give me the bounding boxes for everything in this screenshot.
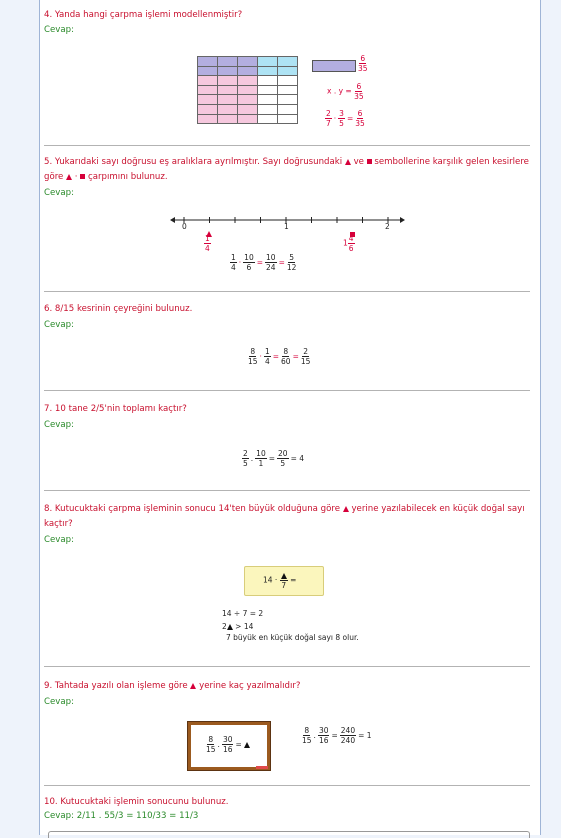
grid-cell	[238, 57, 258, 67]
grid-cell	[218, 114, 238, 124]
question-4: 4. Yanda hangi çarpma işlemi modellenmiştir?	[44, 10, 243, 20]
grid-cell	[198, 104, 218, 114]
divider	[44, 390, 530, 391]
question-6: 6. 8/15 kesrinin çeyreğini bulunuz.	[44, 304, 193, 314]
tick-label-0: 0	[182, 222, 187, 231]
grid-cell	[238, 104, 258, 114]
grid-cell	[198, 66, 218, 76]
answer-label-8: Cevap:	[44, 535, 74, 545]
grid-cell	[258, 85, 278, 95]
answer-label-5: Cevap:	[44, 188, 74, 198]
grid-cell	[278, 104, 298, 114]
q6-calculation: $\frac{8}{15}$ · $\frac{1}{4}$ = $\frac{8}{60}$ = $\frac{2}{15}$	[248, 347, 311, 366]
q5-calculation: $\frac{1}{4}$ · $\frac{10}{6}$ = $\frac{10}{24}$ = $\frac{5}{12}$	[231, 253, 297, 272]
tick-label-2: 2	[385, 222, 390, 231]
grid-cell	[278, 57, 298, 67]
grid-row	[198, 66, 298, 76]
grid-cell	[258, 76, 278, 86]
divider	[44, 490, 530, 491]
product-bar	[312, 60, 356, 72]
triangle-icon	[244, 742, 250, 748]
grid-cell	[218, 66, 238, 76]
grid-cell	[278, 85, 298, 95]
grid-cell	[238, 114, 258, 124]
grid-cell	[198, 95, 218, 105]
divider	[44, 785, 530, 786]
grid-cell	[278, 66, 298, 76]
triangle-icon	[227, 624, 233, 630]
grid-row	[198, 57, 298, 67]
page-content	[39, 0, 541, 835]
grid-cell	[258, 104, 278, 114]
grid-cell	[198, 85, 218, 95]
grid-cell	[278, 114, 298, 124]
triangle-icon	[281, 573, 287, 579]
grid-cell	[218, 76, 238, 86]
grid-row	[198, 85, 298, 95]
grid-cell	[218, 57, 238, 67]
grid-row	[198, 95, 298, 105]
grid-cell	[238, 95, 258, 105]
grid-cell	[238, 85, 258, 95]
triangle-fraction: $\frac{1}{4}$	[205, 234, 210, 253]
answer-label-7: Cevap:	[44, 420, 74, 430]
bar-fraction: $\frac{6}{35}$	[358, 54, 368, 73]
grid-cell	[258, 57, 278, 67]
q8-line-2: 2 > 14	[222, 622, 254, 631]
grid-cell	[198, 76, 218, 86]
grid-cell	[278, 76, 298, 86]
grid-row	[198, 76, 298, 86]
q8-line-3: 7 büyük en küçük doğal sayı 8 olur.	[226, 633, 359, 642]
divider	[44, 145, 530, 146]
grid-cell	[218, 95, 238, 105]
equation-xy: x . y = $\frac{6}{35}$	[327, 82, 364, 101]
grid-row	[198, 104, 298, 114]
chalk-ledge	[256, 766, 268, 769]
question-7: 7. 10 tane 2/5'nin toplamı kaçtır?	[44, 404, 187, 414]
answer-label-6: Cevap:	[44, 320, 74, 330]
board-expression: $\frac{8}{15}$ . $\frac{30}{16}$ =	[206, 735, 250, 754]
grid-cell	[258, 66, 278, 76]
question-10: 10. Kutucuktaki işlemin sonucunu bulunuz.	[44, 797, 229, 807]
grid-cell	[238, 76, 258, 86]
grid-cell	[258, 114, 278, 124]
grid-cell	[198, 114, 218, 124]
grid-cell	[198, 57, 218, 67]
tick-label-1: 1	[284, 222, 289, 231]
divider	[44, 291, 530, 292]
q8-line-1: 14 ÷ 7 = 2	[222, 609, 264, 618]
equation-product: $\frac{2}{7}$ · $\frac{3}{5}$ = $\frac{6}{35}$	[326, 109, 365, 128]
grid-row	[198, 114, 298, 124]
grid-cell	[278, 95, 298, 105]
divider	[44, 666, 530, 667]
q8-box-expression: 14 · 7 =	[263, 571, 296, 590]
question-9: 9. Tahtada yazılı olan işleme göre yerine kaç yazılmalıdır?	[44, 681, 301, 691]
grid-cell	[258, 95, 278, 105]
area-model-grid	[197, 56, 298, 124]
square-fraction: 1 $\frac{4}{6}$	[343, 234, 354, 253]
question-5: 5. Yukarıdaki sayı doğrusu eş aralıklara ayrılmıştır. Sayı doğrusundaki ve sembollerine karşılık gelen kesirlere göre · çarpımını bulunuz.	[44, 157, 529, 182]
answer-label-4: Cevap:	[44, 25, 74, 35]
answer-label-9: Cevap:	[44, 697, 74, 707]
grid-cell	[218, 104, 238, 114]
question-8: 8. Kutucuktaki çarpma işleminin sonucu 14'ten büyük olduğuna göre yerine yazılabilecek en küçük doğal sayı kaçtır?	[44, 504, 525, 529]
q9-calculation: $\frac{8}{15}$ . $\frac{30}{16}$ = $\frac{240}{240}$ = 1	[302, 726, 372, 745]
q7-calculation: $\frac{2}{5}$ . $\frac{10}{1}$ = $\frac{20}{5}$ = 4	[243, 449, 305, 468]
answer-10: Cevap: 2/11 . 55/3 = 110/33 = 11/3	[44, 811, 199, 821]
grid-cell	[238, 66, 258, 76]
grid-cell	[218, 85, 238, 95]
